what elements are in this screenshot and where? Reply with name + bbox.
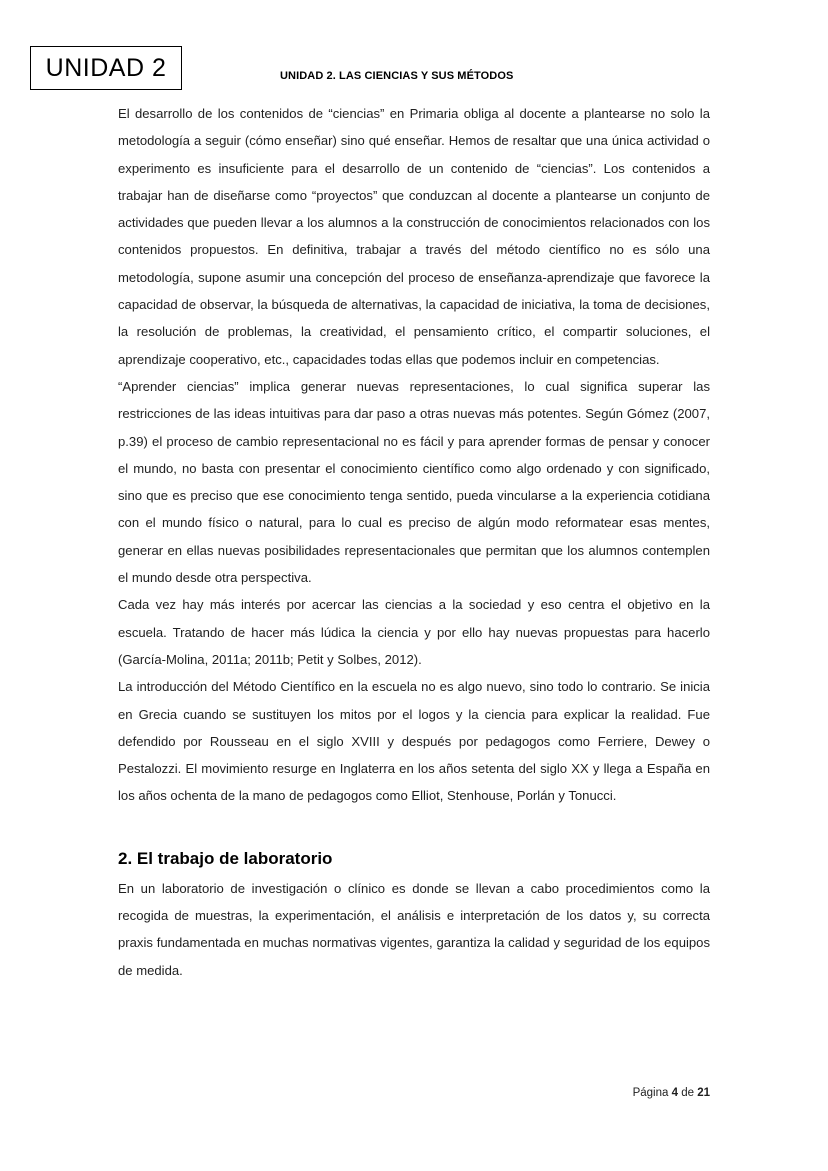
document-body: [118, 100, 710, 984]
running-header-title: UNIDAD 2. LAS CIENCIAS Y SUS MÉTODOS: [280, 70, 514, 82]
paragraph: El desarrollo de los contenidos de “ciencias” en Primaria obliga al docente a plantearse no solo la metodología a seguir (cómo enseñar) sino qué enseñar. Hemos de resaltar que una única actividad o experimento es insuficiente para el desarrollo de un contenido de “ciencias”. Los contenidos a trabajar han de diseñarse como “proyectos” que conduzcan al docente a plantearse un conjunto de actividades que pueden llevar a los alumnos a la construcción de conocimientos relacionados con los contenidos propuestos. En definitiva, trabajar a través del método científico no es sólo una metodología, supone asumir una concepción del proceso de enseñanza-aprendizaje que favorece la capacidad de observar, la búsqueda de alternativas, la capacidad de iniciativa, la toma de decisiones, la resolución de problemas, la creatividad, el pensamiento crítico, el compartir soluciones, el aprendizaje cooperativo, etc., capacidades todas ellas que podemos incluir en competencias.: [118, 106, 710, 367]
paragraph: “Aprender ciencias” implica generar nuevas representaciones, lo cual significa superar las restricciones de las ideas intuitivas para dar paso a otras nuevas más potentes. Según Gómez (2007, p.39) el proceso de cambio representacional no es fácil y para aprender formas de pensar y conocer el mundo, no basta con presentar el conocimiento científico como algo ordenado y con significado, sino que es preciso que ese conocimiento tenga sentido, pueda vincularse a la experiencia cotidiana con el mundo físico o natural, para lo cual es preciso de algún modo reformatear esas mentes, generar en ellas nuevas posibilidades representacionales que permitan que los alumnos contemplen el mundo desde otra perspectiva.: [118, 378, 710, 586]
of-word: de: [681, 1087, 694, 1099]
unit-label: UNIDAD 2: [45, 53, 167, 82]
total-pages-number: 21: [697, 1087, 710, 1099]
section-paragraph: En un laboratorio de investigación o clínico es donde se llevan a cabo procedimientos como la recogida de muestras, la experimentación, el análisis e interpretación de los datos y, su correcta praxis fundamentada en muchas normativas vigentes, garantiza la calidad y seguridad de los equipos de medida.: [118, 880, 710, 978]
current-page-number: 4: [671, 1087, 678, 1099]
unit-label-box: [30, 46, 182, 90]
page-footer: [633, 1087, 710, 1099]
section-heading: 2. El trabajo de laboratorio: [118, 848, 333, 868]
paragraph: Cada vez hay más interés por acercar las ciencias a la sociedad y eso centra el objetivo en la escuela. Tratando de hacer más lúdica la ciencia y por ello hay nuevas propuestas para hacerlo (García-Molina, 2011a; 2011b; Petit y Solbes, 2012).: [118, 597, 710, 667]
paragraph: La introducción del Método Científico en la escuela no es algo nuevo, sino todo lo contrario. Se inicia en Grecia cuando se sustituyen los mitos por el logos y la ciencia para explicar la realidad. Fue defendido por Rousseau en el siglo XVIII y después por pedagogos como Ferriere, Dewey o Pestalozzi. El movimiento resurge en Inglaterra en los años setenta del siglo XX y llega a España en los años ochenta de la mano de pedagogos como Elliot, Stenhouse, Porlán y Tonucci.: [118, 679, 710, 804]
page-word: Página: [632, 1087, 669, 1099]
